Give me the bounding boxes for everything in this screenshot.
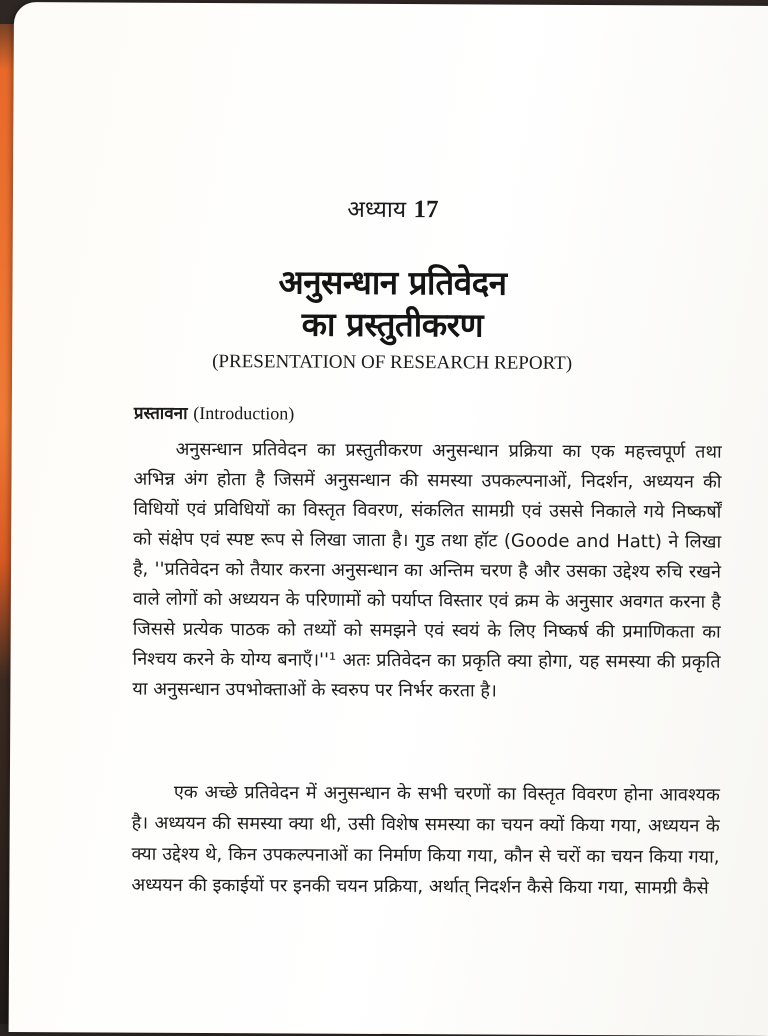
chapter-title-line2: का प्रस्तुतीकरण	[301, 304, 484, 345]
section-heading-hindi: प्रस्तावना	[133, 403, 188, 424]
book-page	[9, 2, 768, 1036]
section-heading	[134, 401, 294, 425]
chapter-number: 17	[413, 196, 439, 224]
paragraph-1: अनुसन्धान प्रतिवेदन का प्रस्तुतीकरण अनुसन्धान प्रक्रिया का एक महत्त्वपूर्ण तथा अभिन्न अंग होता है जिसमें अनुसन्धान की समस्या उपकल्पनाओं, निदर्शन, अध्ययन की विधियों एवं प्रविधियों का विस्तृत विवरण, संकलित सामग्री एवं उससे निकाले गये निष्कर्षों को संक्षेप एवं स्पष्ट रूप से लिखा जाता है। गुड तथा हॉट (Goode and Hatt) ने लिखा है, ''प्रतिवेदन को तैयार करना अनुसन्धान का अन्तिम चरण है और उसका उद्देश्य रुचि रखने वाले लोगों को अध्ययन के परिणामों को पर्याप्त विस्तार एवं क्रम के अनुसार अवगत करना है जिससे प्रत्येक पाठक को तथ्यों को समझने एवं स्वयं के लिए निष्कर्ष की प्रमाणिकता का निश्चय करने के योग्य बनाएँ।''¹ अतः प्रतिवेदन का प्रकृति क्या होगा, यह समस्या की प्रकृति या अनुसन्धान उपभोक्ताओं के स्वरुप पर निर्भर करता है।	[132, 438, 722, 702]
paragraph-2: एक अच्छे प्रतिवेदन में अनुसन्धान के सभी चरणों का विस्तृत विवरण होना आवश्यक है। अध्ययन की समस्या क्या थी, उसी विशेष समस्या का चयन क्यों किया गया, अध्ययन के क्या उद्देश्य थे, किन उपकल्पनाओं का निर्माण किया गया, कौन से चरों का चयन किया गया, अध्ययन की इकाईयों पर इनकी चयन प्रक्रिया, अर्थात् निदर्शन कैसे किया गया, सामग्री कैसे	[131, 781, 720, 899]
chapter-title-line1: अनुसन्धान प्रतिवेदन	[278, 262, 507, 303]
section-heading-english: (Introduction)	[193, 402, 295, 424]
chapter-label: अध्याय	[347, 196, 407, 224]
chapter-heading	[13, 190, 768, 226]
chapter-title-english: (PRESENTATION OF RESEARCH REPORT)	[212, 351, 573, 374]
